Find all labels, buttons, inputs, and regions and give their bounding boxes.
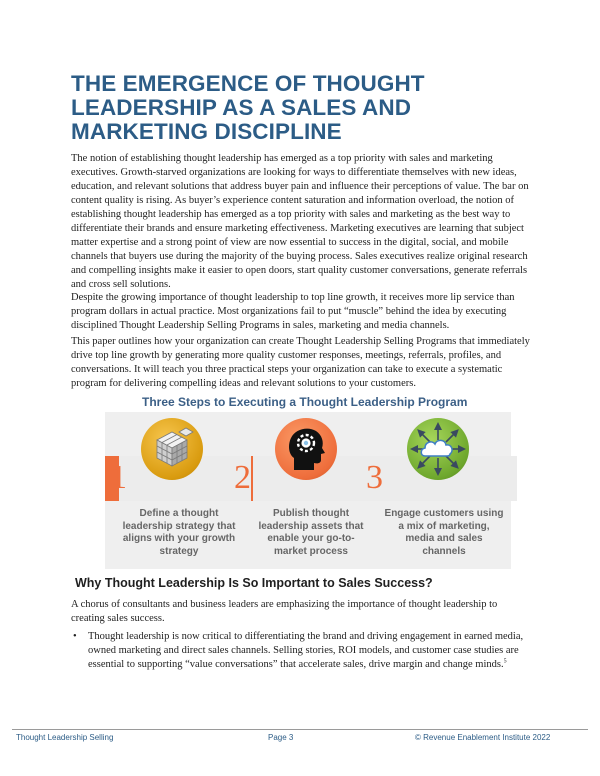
body-paragraph: This paper outlines how your organization can create Thought Leadership Selling Programs that immediately drive top line growth by generating more quality customer responses, meetings, referrals, profiles, and conversations. It will teach you three practical steps your organization can take to execute a systematic program for delivering compelling ideas and relevant solutions to your customers.	[71, 336, 530, 390]
step-2-number: 2	[234, 459, 251, 496]
body-paragraph: The notion of establishing thought leadership has emerged as a top priority with sales and marketing executives. Growth-starved organizations are looking for ways to differentiate themselves with new ideas, education, and relevant solutions that address buyer pain and influence their perceptions of value. The bar on content quality is rising. As buyer’s experience content saturation and information overload, the notion of establishing thought leadership has emerged as a top priority with sales and marketing as the best way to differentiate their brands and ensure marketing effectiveness. Marketing executives are learning that subject matter expertise and a strong point of view are now essential to success in the digital, social, and mobile channels that buyers use during the majority of the buying process. Sales executives realize original research and compelling insights make it easier to open doors, start quality customer conversations, generate referrals and cross sell solutions.	[71, 153, 529, 291]
page-title: THE EMERGENCE OF THOUGHT LEADERSHIP AS A SALES AND MARKETING DISCIPLINE	[71, 71, 425, 144]
figure-title: Three Steps to Executing a Thought Leadership Program	[142, 395, 468, 409]
step-3-caption: Engage customers using a mix of marketing, media and sales channels	[384, 508, 504, 557]
step-2-caption: Publish thought leadership assets that enable your go-to-market process	[258, 508, 364, 557]
footnote-marker: 5	[503, 658, 507, 665]
bullet-text: Thought leadership is now critical to differentiating the brand and driving engagement in earned media, owned marketing and direct sales channels. Selling stories, ROI models, and customer case studies are essential to supporting “value conversations” that accelerate sales, drive margin and change minds.	[88, 631, 524, 671]
footer-page-number: Page 3	[268, 733, 294, 742]
footer-copyright: © Revenue Enablement Institute 2022	[415, 733, 551, 742]
step-1-circle	[141, 418, 203, 480]
cloud-arrows-icon	[407, 418, 469, 480]
bullet-list	[71, 630, 532, 672]
cube-blocks-icon	[141, 418, 203, 480]
bullet-icon: •	[73, 631, 77, 642]
step-2-circle	[275, 418, 337, 480]
step-3-number: 3	[366, 459, 383, 496]
footer-divider	[12, 729, 588, 730]
list-item	[71, 630, 532, 672]
step-1-number: 1	[110, 459, 127, 496]
step-3-circle	[407, 418, 469, 480]
section-heading: Why Thought Leadership Is So Important to Sales Success?	[75, 576, 433, 590]
head-gears-icon	[275, 418, 337, 480]
body-paragraph: A chorus of consultants and business leaders are emphasizing the importance of thought leadership to creating sales success.	[71, 599, 498, 625]
step-1-caption: Define a thought leadership strategy that aligns with your growth strategy	[122, 508, 236, 557]
body-paragraph: Despite the growing importance of thought leadership to top line growth, it receives more lip service than program dollars in actual practice. Most organizations fail to put “muscle” behind the idea by executing disciplined Thought Leadership Selling Programs in sales, marketing and media channels.	[71, 292, 515, 332]
footer-document-title: Thought Leadership Selling	[16, 733, 114, 742]
three-steps-figure	[105, 412, 511, 569]
